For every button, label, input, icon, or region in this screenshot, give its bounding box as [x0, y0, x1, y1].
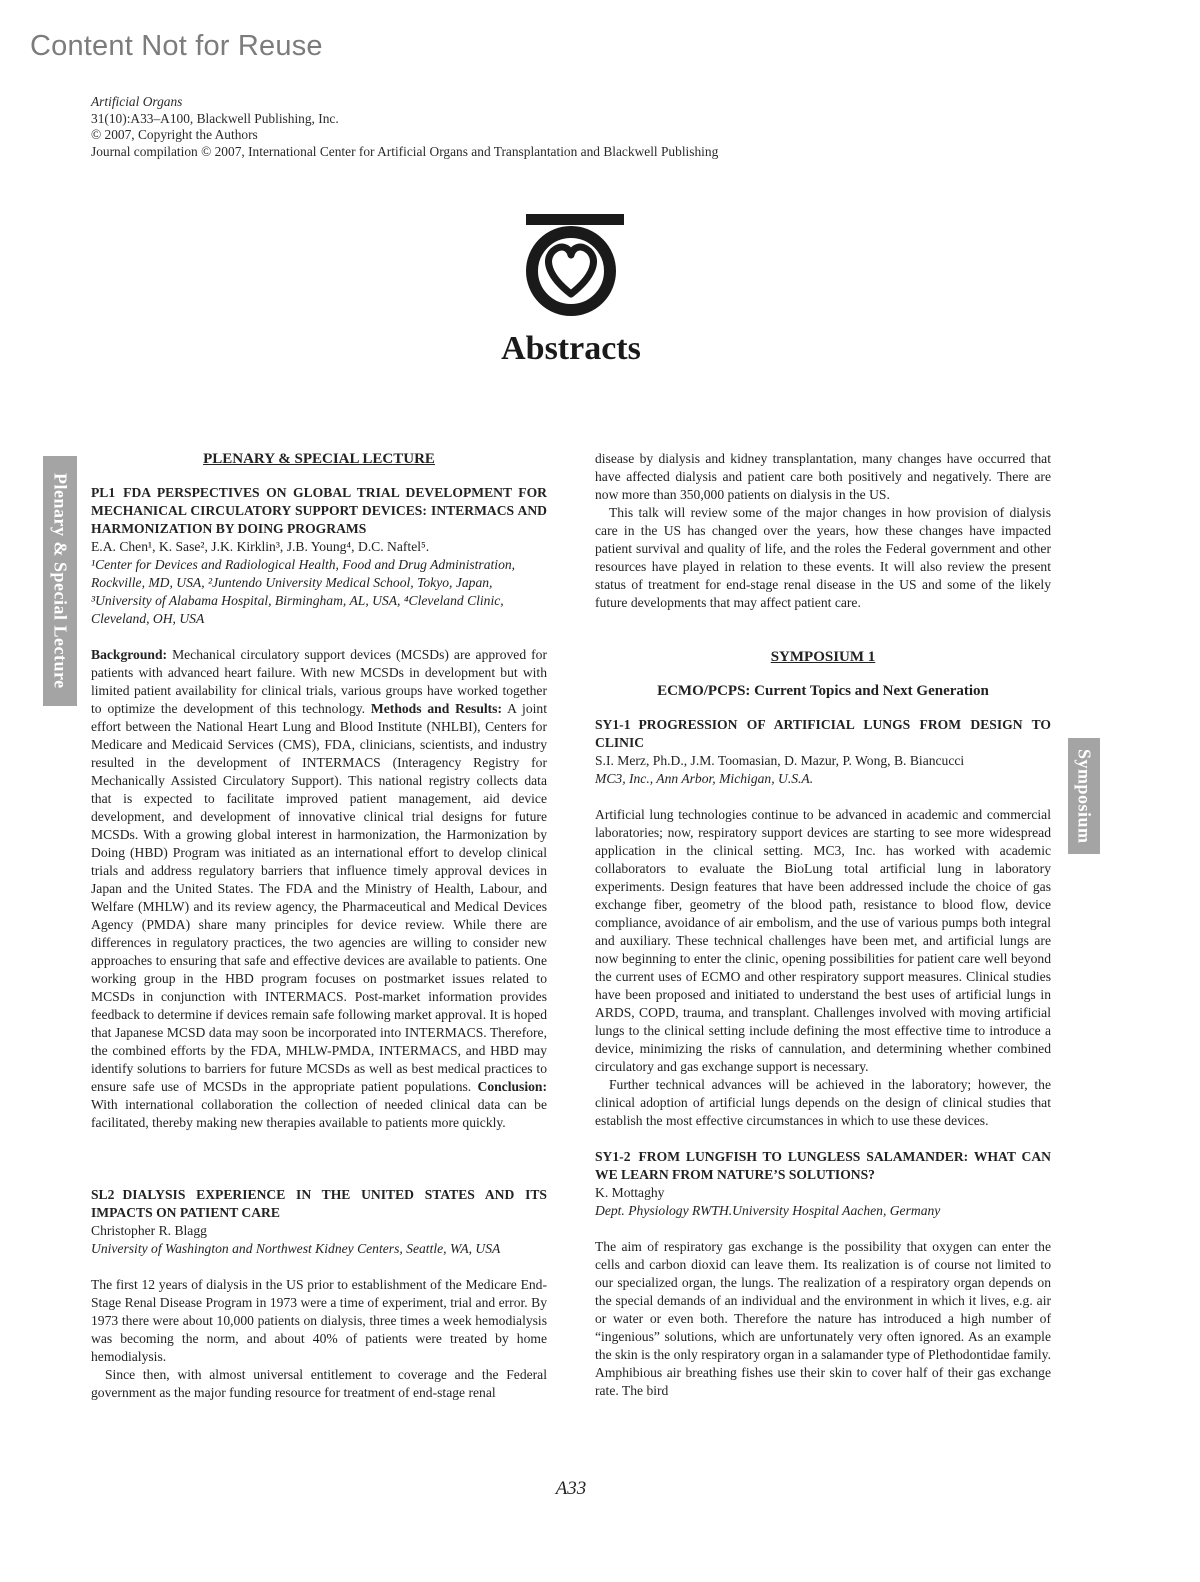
abstract-code: PL1 — [91, 485, 116, 500]
conclusion-label: Conclusion: — [477, 1079, 547, 1094]
abstract-authors: K. Mottaghy — [595, 1185, 665, 1200]
right-column — [595, 450, 1051, 1400]
methods-text: A joint effort between the National Heart Lung and Blood Institute (NHLBI), Centers for Medicare and Medicaid Services (CMS), FDA, clinicians, scientists, and industry resulted in the development of INTERMACS (Interagency Registry for Mechanically Assisted Circulatory Support). This national registry collects data that is expected to facilitate improved patient management, aid device development, and development of innovative clinical trial designs for future MCSDs. With a growing global interest in harmonization, the Harmonization by Doing (HBD) Program was initiated as an international effort to develop clinical trials and address regulatory barriers that influence timely approval devices in Japan and the United States. The FDA and the Ministry of Health, Labour, and Welfare (MHLW) and its review agency, the Pharmaceutical and Medical Devices Agency (PMDA) share many principles for device review. While there are differences in regulatory practices, the two agencies are willing to consider new approaches to ensuring that safe and effective devices are available to patients. One working group in the HBD program focuses on postmarket issues related to MCSDs in conjunction with INTERMACS. Post-market information provides feedback to determine if devices remain safe following market approval. It is hoped that Japanese MCSD data may soon be incorporated into INTERMACS. Therefore, the combined efforts by the FDA, MHLW-PMDA, INTERMACS, and HBD may identify solutions to barriers for future MCSDs as well as best medical practices to ensure safe use of MCSDs in the appropriate patient populations. — [91, 701, 547, 1094]
abstract-paragraph: Since then, with almost universal entitlement to coverage and the Federal government as the major funding resource for treatment of end-stage renal — [91, 1367, 547, 1400]
abstract-title-text: FDA PERSPECTIVES ON GLOBAL TRIAL DEVELOPMENT FOR MECHANICAL CIRCULATORY SUPPORT DEVICES: INTERMACS AND HARMONIZATION BY DOING PROGRAMS — [91, 485, 547, 536]
side-tab-symposium: Symposium — [1068, 738, 1100, 854]
left-column — [91, 450, 547, 1402]
abstract-code: SY1-2 — [595, 1149, 631, 1164]
abstract-authors: S.I. Merz, Ph.D., J.M. Toomasian, D. Mazur, P. Wong, B. Biancucci — [595, 753, 965, 768]
journal-copyright: © 2007, Copyright the Authors — [91, 127, 258, 143]
watermark: Content Not for Reuse — [30, 30, 323, 62]
abstract-affiliations: University of Washington and Northwest Kidney Centers, Seattle, WA, USA — [91, 1241, 501, 1256]
abstract-title — [595, 716, 1051, 752]
section-heading-plenary: PLENARY & SPECIAL LECTURE — [203, 451, 435, 467]
abstract-title-text: PROGRESSION OF ARTIFICIAL LUNGS FROM DESIGN TO CLINIC — [595, 717, 1051, 750]
abstract-sl2 — [91, 1186, 547, 1402]
abstract-paragraph-continued: disease by dialysis and kidney transplantation, many changes have occurred that have affected dialysis and patient care both positively and negatively. There are now more than 350,000 patients on dialysis in the US. — [595, 451, 1051, 502]
journal-citation: 31(10):A33–A100, Blackwell Publishing, Inc. — [91, 110, 339, 126]
journal-compilation: Journal compilation © 2007, International Center for Artificial Organs and Transplantation and Blackwell Publishing — [91, 143, 719, 159]
journal-logo-icon — [518, 214, 628, 318]
background-text: Mechanical circulatory support devices (MCSDs) are approved for patients with advanced heart failure. With new MCSDs in development but with limited patient availability for clinical trials, various groups have worked together to optimize the development of this technology. — [91, 647, 547, 716]
abstract-sy1-1 — [595, 716, 1051, 1130]
abstract-affiliations: ¹Center for Devices and Radiological Health, Food and Drug Administration, Rockville, MD, USA, ²Juntendo University Medical School, Tokyo, Japan, ³University of Alabama Hospital, Birmingham, AL, USA, ⁴Cleveland Clinic, Cleveland, OH, USA — [91, 557, 516, 626]
abstract-code: SY1-1 — [595, 717, 631, 732]
abstract-title-text: DIALYSIS EXPERIENCE IN THE UNITED STATES AND ITS IMPACTS ON PATIENT CARE — [91, 1187, 547, 1220]
section-heading-symposium: SYMPOSIUM 1 — [770, 649, 876, 665]
journal-name: Artificial Organs — [91, 94, 183, 109]
abstract-paragraph: The first 12 years of dialysis in the US prior to establishment of the Medicare End-Stage Renal Disease Program in 1973 were a time of experiment, trial and error. By 1973 there were about 10,000 patients on dialysis, three times a week hemodialysis was becoming the norm, and about 40% of patients were treated by home hemodialysis. — [91, 1277, 547, 1364]
abstract-title — [595, 1148, 1051, 1184]
abstract-affiliations: Dept. Physiology RWTH.University Hospital Aachen, Germany — [595, 1203, 941, 1218]
journal-meta — [91, 94, 718, 160]
abstract-affiliations: MC3, Inc., Ann Arbor, Michigan, U.S.A. — [595, 771, 814, 786]
conclusion-text: With international collaboration the collection of needed clinical data can be facilitated, thereby making new therapies available to patients more quickly. — [91, 1097, 547, 1130]
abstract-title — [91, 484, 547, 538]
abstract-code: SL2 — [91, 1187, 115, 1202]
page-title-text: Abstracts — [501, 330, 641, 367]
abstract-paragraph: Artificial lung technologies continue to be advanced in academic and commercial laboratories; now, respiratory support devices are starting to see more widespread application in the clinical setting. MC3, Inc. has worked with academic collaborators to evaluate the BioLung total artificial lung in laboratory experiments. Design features that have been addressed include the choice of gas exchange fiber, geometry of the blood path, resistance to blood flow, device compliance, avoidance of air embolism, and the use of various pumps both integral and auxiliary. These technical challenges have been met, and artificial lungs are now beginning to enter the clinic, opening possibilities for patient care well beyond the current uses of ECMO and other respiratory support measures. Clinical studies have been proposed and initiated to understand the best uses of artificial lungs in ARDS, COPD, trauma, and transplant. Challenges involved with moving artificial lungs to the clinical setting include defining the most effective time to introduce a device, minimizing the risks of cannulation, and determining whether combined circulatory and gas exchange support is necessary. — [595, 807, 1051, 1074]
abstract-paragraph: The aim of respiratory gas exchange is the possibility that oxygen can enter the cells and carbon dioxid can leave them. Its realization is of course not limited to our specialized organ, the lungs. The realization of a respiratory organ depends on the special demands of an individual and the environment in which it lives, e.g. air or water or even both. Therefore the nature has introduced a high number of “ingenious” solutions, which are unfortunately very often ignored. As an example the skin is the only respiratory organ in a salamander type of Plethodontidae family. Amphibious air breathing fishes use their skin to cover half of their gas exchange rate. The bird — [595, 1239, 1051, 1398]
abstract-title — [91, 1186, 547, 1222]
abstract-authors: E.A. Chen¹, K. Sase², J.K. Kirklin³, J.B. Young⁴, D.C. Naftel⁵. — [91, 539, 430, 554]
page-title — [0, 330, 1142, 368]
abstract-title-text: FROM LUNGFISH TO LUNGLESS SALAMANDER: WHAT CAN WE LEARN FROM NATURE’S SOLUTIONS? — [595, 1149, 1051, 1182]
methods-label: Methods and Results: — [370, 701, 502, 716]
background-label: Background: — [91, 647, 168, 662]
side-tab-plenary: Plenary & Special Lecture — [43, 456, 77, 706]
page-number: A33 — [555, 1478, 587, 1499]
abstract-body — [91, 646, 547, 1132]
abstract-paragraph: This talk will review some of the major changes in how provision of dialysis care in the US has changed over the years, how these changes have impacted patient survival and quality of life, and the roles the Federal government and other resources have played in relation to these events. It will also review the present status of treatment for end-stage renal disease in the US and some of the likely future developments that may affect patient care. — [595, 505, 1051, 610]
abstract-paragraph: Further technical advances will be achieved in the laboratory; however, the clinical adoption of artificial lungs depends on the design of clinical studies that establish the most effective circumstances in which to use these devices. — [595, 1077, 1051, 1128]
abstract-authors: Christopher R. Blagg — [91, 1223, 207, 1238]
abstract-pl1 — [91, 484, 547, 1132]
abstract-sy1-2 — [595, 1148, 1051, 1400]
section-subheading: ECMO/PCPS: Current Topics and Next Generation — [657, 683, 989, 699]
